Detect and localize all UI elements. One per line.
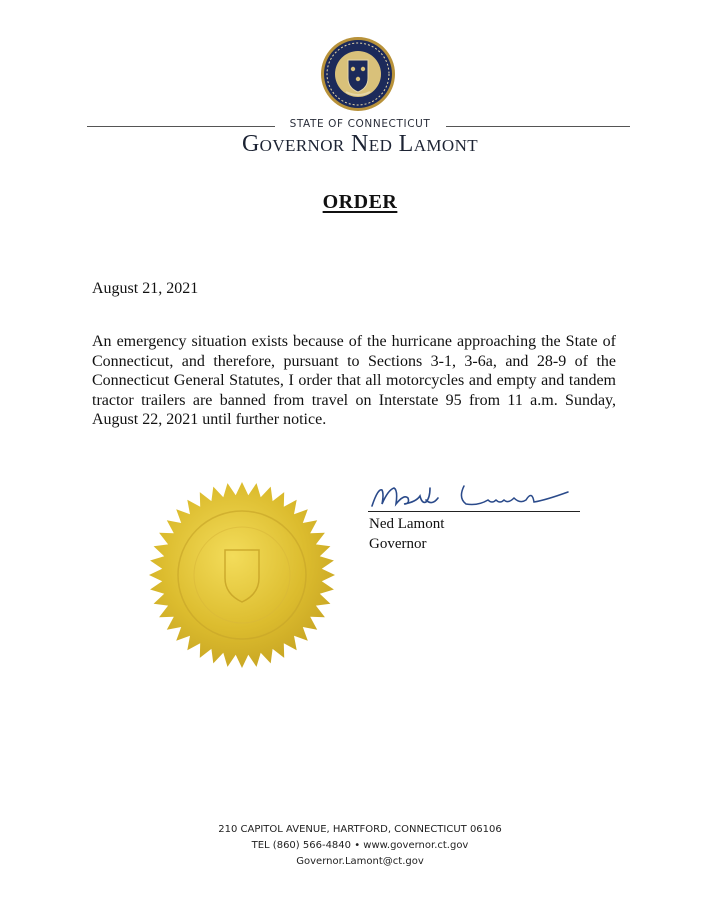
footer xyxy=(0,822,720,870)
footer-address: 210 CAPITOL AVENUE, HARTFORD, CONNECTICUT 06106 xyxy=(218,824,502,835)
gold-state-seal-icon xyxy=(147,480,337,670)
signer-title: Governor xyxy=(369,536,427,552)
signature-icon xyxy=(368,478,583,514)
order-body: An emergency situation exists because of the hurricane approaching the State of Connecticut, and therefore, pursuant to Sections 3-1, 3-6a, and 28-9 of the Connecticut General Statutes, I order that all motorcycles and empty and tandem tractor trailers are banned from travel on Interstate 95 from 11 a.m. Sunday, August 22, 2021 until further notice. xyxy=(92,333,616,428)
order-date: August 21, 2021 xyxy=(92,280,199,297)
document-title: ORDER xyxy=(322,191,398,213)
signature-line xyxy=(368,511,580,512)
governor-title: Governor Ned Lamont xyxy=(241,131,479,157)
footer-email: Governor.Lamont@ct.gov xyxy=(296,856,424,867)
governor-seal-icon xyxy=(320,36,396,112)
footer-contact: TEL (860) 566-4840 • www.governor.ct.gov xyxy=(251,840,469,851)
state-line: STATE OF CONNECTICUT xyxy=(289,118,431,130)
signer-name: Ned Lamont xyxy=(369,516,445,532)
